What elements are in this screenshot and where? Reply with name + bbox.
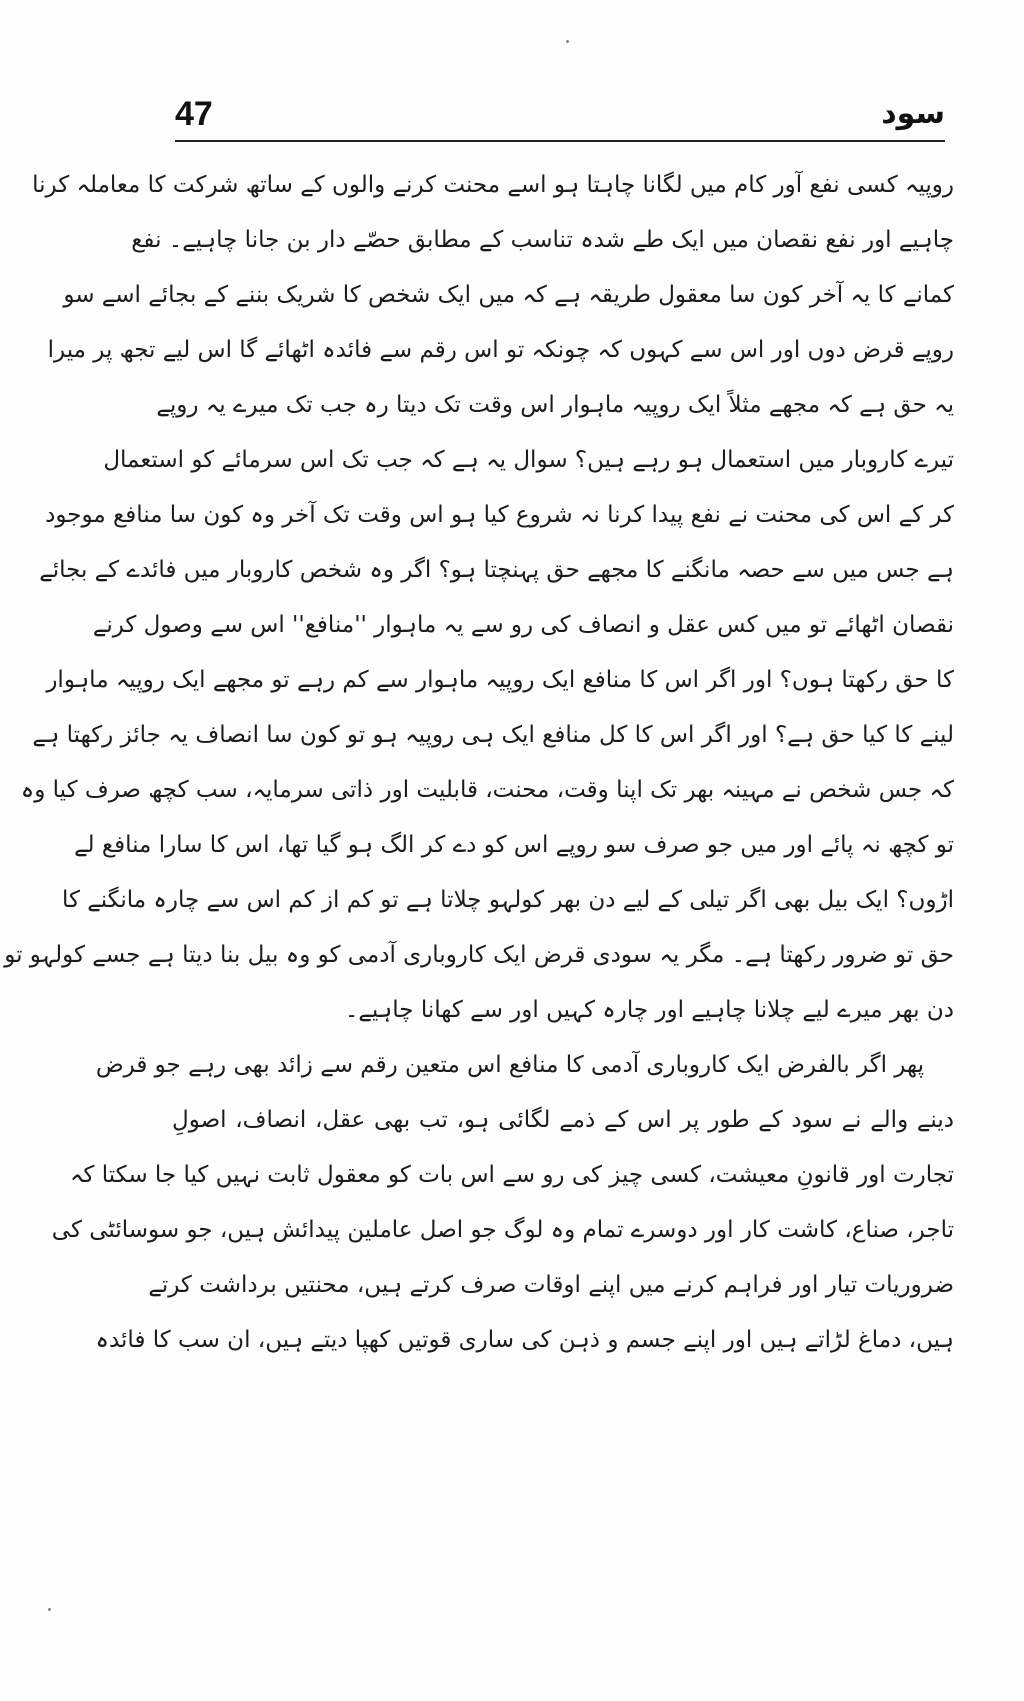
- scan-speck: [566, 40, 569, 43]
- text-line: پھر اگر بالفرض ایک کاروباری آدمی کا منافع اس متعین رقم سے زائد بھی رہے جو قرض: [95, 1052, 924, 1078]
- text-line: یہ حق ہے کہ مجھے مثلاً ایک روپیہ ماہوار اس وقت تک دیتا رہ جب تک میرے یہ روپے: [156, 392, 954, 418]
- text-line: کہ جس شخص نے مہینہ بھر تک اپنا وقت، محنت، قابلیت اور ذاتی سرمایہ، سب کچھ صرف کیا وہ: [20, 777, 954, 803]
- page-header: [175, 92, 945, 144]
- body-text: [4, 158, 954, 1368]
- text-line: تاجر، صناع، کاشت کار اور دوسرے تمام وہ لوگ جو اصل عاملین پیدائش ہیں، جو سوسائٹی کی: [51, 1217, 954, 1243]
- paragraph-1: [4, 158, 954, 1038]
- text-line: نقصان اٹھائے تو میں کس عقل و انصاف کی رو سے یہ ماہوار ''منافع'' اس سے وصول کرنے: [92, 612, 954, 638]
- text-line: ہیں، دماغ لڑاتے ہیں اور اپنے جسم و ذہن کی ساری قوتیں کھپا دیتے ہیں، ان سب کا فائدہ: [95, 1327, 954, 1353]
- text-line: تیرے کاروبار میں استعمال ہو رہے ہیں؟ سوال یہ ہے کہ جب تک اس سرمائے کو استعمال: [103, 447, 954, 473]
- text-line: تو کچھ نہ پائے اور میں جو صرف سو روپے اس کو دے کر الگ ہو گیا تھا، اس کا سارا منافع لے: [74, 832, 954, 858]
- text-line: کا حق رکھتا ہوں؟ اور اگر اس کا منافع ایک روپیہ ماہوار سے کم رہے تو مجھے ایک روپیہ ماہوار: [46, 667, 954, 693]
- text-line: تجارت اور قانونِ معیشت، کسی چیز کی رو سے اس بات کو معقول ثابت نہیں کیا جا سکتا کہ: [69, 1162, 954, 1188]
- text-line: روپے قرض دوں اور اس سے کہوں کہ چونکہ تو اس رقم سے فائدہ اٹھائے گا اس لیے تجھ پر میرا: [47, 337, 954, 363]
- text-line: لینے کا کیا حق ہے؟ اور اگر اس کا کل منافع ایک ہی روپیہ ہو تو کون سا انصاف یہ جائز رکھتا ہے: [32, 722, 954, 748]
- text-line: چاہیے اور نفع نقصان میں ایک طے شدہ تناسب کے مطابق حصّے دار بن جانا چاہیے۔ نفع: [131, 227, 954, 253]
- text-line: دن بھر میرے لیے چلانا چاہیے اور چارہ کہیں اور سے کھانا چاہیے۔: [344, 997, 954, 1023]
- header-rule: [175, 140, 945, 142]
- text-line: کر کے اس کی محنت نے نفع پیدا کرنا نہ شروع کیا ہو اس وقت تک آخر وہ کون سا منافع موجود: [45, 502, 954, 528]
- text-line: دینے والے نے سود کے طور پر اس کے ذمے لگائی ہو، تب بھی عقل، انصاف، اصولِ: [172, 1107, 954, 1133]
- text-line: ضروریات تیار اور فراہم کرنے میں اپنے اوقات صرف کرتے ہیں، محنتیں برداشت کرتے: [148, 1272, 954, 1298]
- page-number: 47: [175, 95, 213, 133]
- running-title: سود: [881, 96, 945, 131]
- text-line: ہے جس میں سے حصہ مانگنے کا مجھے حق پہنچتا ہو؟ اگر وہ شخص کاروبار میں فائدے کے بجائے: [39, 557, 954, 583]
- text-line: کمانے کا یہ آخر کون سا معقول طریقہ ہے کہ میں ایک شخص کا شریک بننے کے بجائے اسے سو: [63, 282, 954, 308]
- text-line: حق تو ضرور رکھتا ہے۔ مگر یہ سودی قرض ایک کاروباری آدمی کو وہ بیل بنا دیتا ہے جسے کولہو تو: [4, 942, 954, 968]
- text-line: اڑوں؟ ایک بیل بھی اگر تیلی کے لیے دن بھر کولہو چلاتا ہے تو کم از کم اس سے چارہ مانگنے کا: [61, 887, 954, 913]
- text-line: روپیہ کسی نفع آور کام میں لگانا چاہتا ہو اسے محنت کرنے والوں کے ساتھ شرکت کا معاملہ کرنا: [32, 172, 954, 198]
- paragraph-2: [51, 1038, 954, 1368]
- scan-speck: [48, 1608, 51, 1611]
